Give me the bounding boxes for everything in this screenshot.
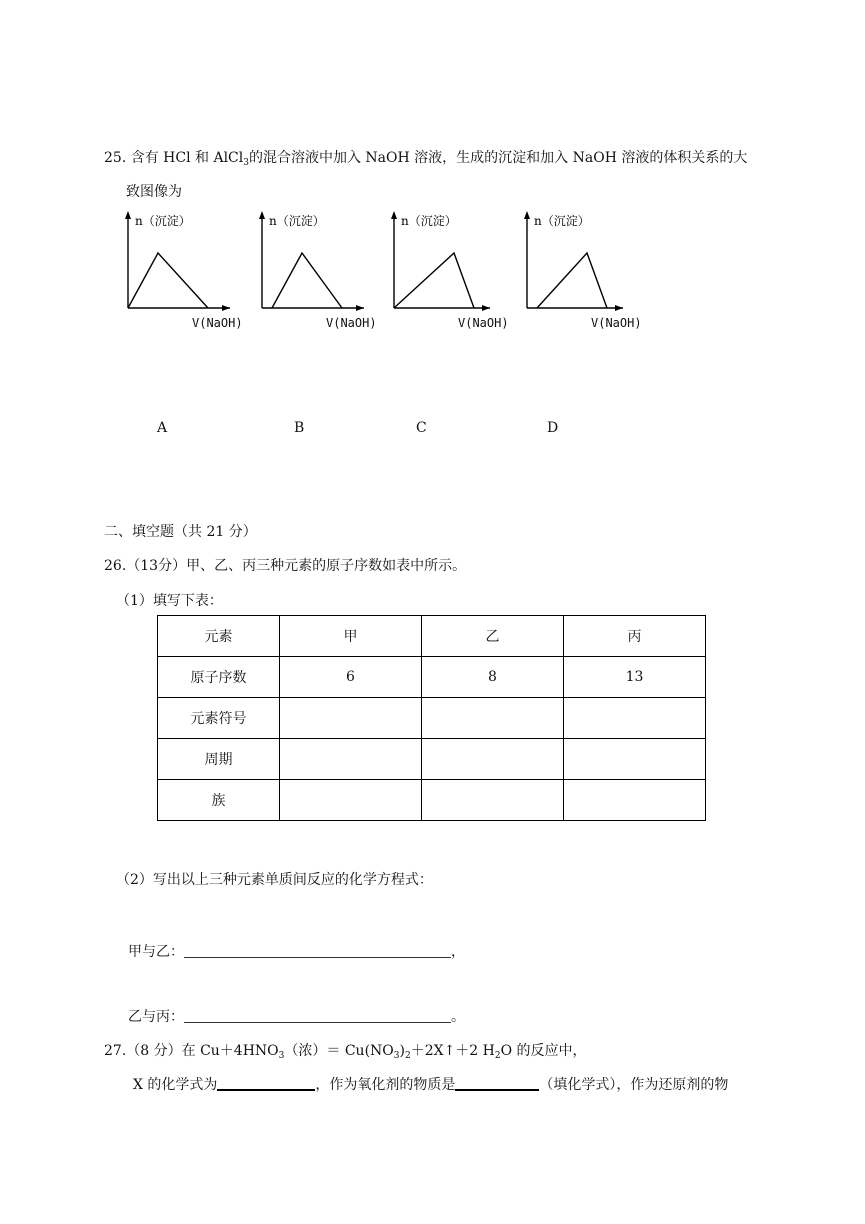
q27-text: X 的化学式为 — [133, 1077, 218, 1093]
table-cell: 周期 — [158, 739, 280, 780]
y-axis-arrow — [125, 211, 131, 219]
y-axis-label: n（沉淀） — [401, 214, 457, 228]
x-axis-label: V(NaOH) — [326, 316, 377, 330]
graph-b — [252, 207, 394, 332]
q26-part2: （2）写出以上三种元素单质间反应的化学方程式： — [116, 872, 433, 888]
q27-sub: 3 — [278, 1051, 285, 1061]
blank1-row — [128, 941, 465, 961]
q27-sub: 2 — [494, 1051, 501, 1061]
table-cell: 6 — [280, 657, 422, 698]
answer-cell[interactable] — [422, 698, 564, 739]
y-axis-arrow — [524, 211, 530, 219]
x-axis-arrow — [222, 305, 230, 311]
answer-blank-1[interactable] — [184, 943, 451, 958]
series-line — [272, 253, 342, 308]
option-c: C — [416, 420, 427, 436]
table-row — [158, 657, 706, 698]
table-cell: 乙 — [422, 616, 564, 657]
y-axis-label: n（沉淀） — [269, 214, 325, 228]
table-row — [158, 616, 706, 657]
option-b: B — [294, 420, 305, 436]
answer-cell[interactable] — [564, 780, 706, 821]
graph-c — [384, 207, 520, 332]
blank1-label: 甲与乙： — [128, 944, 184, 960]
answer-blank-2[interactable] — [184, 1008, 451, 1023]
q26-stem: 26.（13分）甲、乙、丙三种元素的原子序数如表中所示。 — [104, 558, 467, 574]
x-axis-arrow — [356, 305, 364, 311]
option-a: A — [157, 420, 168, 436]
section-heading: 二、填空题（共 21 分） — [104, 524, 257, 540]
q25-text-a: 含有 HCl 和 AlCl — [130, 150, 244, 166]
table-cell: 13 — [564, 657, 706, 698]
table-cell: 丙 — [564, 616, 706, 657]
table-row — [158, 739, 706, 780]
graph-d — [517, 207, 653, 332]
answer-cell[interactable] — [280, 739, 422, 780]
table-row — [158, 780, 706, 821]
x-axis-label: V(NaOH) — [458, 316, 509, 330]
table-row — [158, 698, 706, 739]
option-d: D — [547, 420, 559, 436]
y-axis-arrow — [391, 211, 397, 219]
q27-text: （浓）＝ Cu(NO — [284, 1043, 394, 1059]
q25-number: 25. — [104, 150, 127, 166]
q27-sub: 3 — [393, 1051, 400, 1061]
q27-text: O 的反应中， — [500, 1043, 587, 1059]
answer-cell[interactable] — [422, 739, 564, 780]
q27-text: ，作为氧化剂的物质是 — [315, 1077, 456, 1093]
x-axis-label: V(NaOH) — [192, 316, 243, 330]
answer-blank-oxidant[interactable] — [455, 1075, 539, 1091]
answer-cell[interactable] — [422, 780, 564, 821]
q27-text: ) — [399, 1043, 405, 1059]
table-cell: 元素 — [158, 616, 280, 657]
q27-stem — [104, 1040, 587, 1061]
answer-cell[interactable] — [280, 698, 422, 739]
q27-text: ＋2X↑＋2 H — [410, 1043, 495, 1059]
series-line — [128, 253, 208, 308]
blank2-label: 乙与丙： — [128, 1009, 184, 1025]
x-axis-label: V(NaOH) — [591, 316, 642, 330]
q25-sub: 3 — [243, 158, 249, 168]
y-axis-label: n（沉淀） — [135, 214, 191, 228]
table-cell: 族 — [158, 780, 280, 821]
q25-text-b: 的混合溶液中加入 NaOH 溶液，生成的沉淀和加入 NaOH 溶液的体积关系的大 — [248, 150, 748, 166]
q27-line2 — [133, 1074, 728, 1094]
answer-cell[interactable] — [564, 739, 706, 780]
answer-blank-x[interactable] — [217, 1075, 315, 1091]
graph-a — [118, 207, 260, 332]
y-axis-label: n（沉淀） — [534, 214, 590, 228]
q27-text: 27.（8 分）在 Cu＋4HNO — [104, 1043, 279, 1059]
series-line — [537, 253, 607, 308]
q27-text: （填化学式），作为还原剂的物 — [539, 1077, 729, 1093]
q25-line2: 致图像为 — [126, 184, 182, 200]
series-line — [394, 253, 474, 308]
table-cell: 8 — [422, 657, 564, 698]
q27-sub: 2 — [404, 1051, 411, 1061]
table-cell: 元素符号 — [158, 698, 280, 739]
blank2-end: 。 — [451, 1009, 465, 1025]
table-cell: 原子序数 — [158, 657, 280, 698]
q26-part1: （1）填写下表： — [116, 593, 223, 609]
x-axis-arrow — [482, 305, 490, 311]
y-axis-arrow — [259, 211, 265, 219]
element-table — [157, 615, 706, 821]
q25-line1 — [104, 147, 747, 168]
answer-cell[interactable] — [564, 698, 706, 739]
blank2-row — [128, 1006, 465, 1026]
blank1-end: ， — [451, 944, 465, 960]
answer-cell[interactable] — [280, 780, 422, 821]
x-axis-arrow — [615, 305, 623, 311]
table-cell: 甲 — [280, 616, 422, 657]
